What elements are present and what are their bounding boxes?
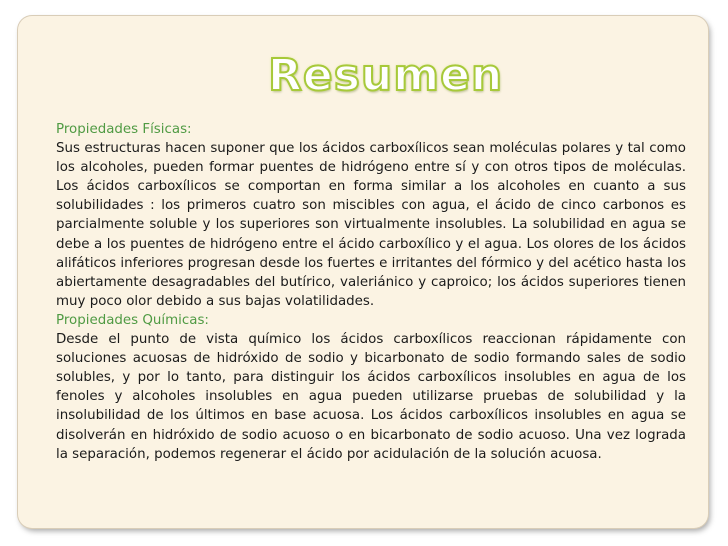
section-heading-chemical: Propiedades Químicas: (56, 312, 209, 328)
section-heading-physical: Propiedades Físicas: (56, 122, 192, 137)
section-body-physical: Sus estructuras hacen suponer que los ácidos carboxílicos sean moléculas polares y tal como los alcoholes, pueden formar puentes de hidrógeno entre sí y con otros tipos de moléculas. Los ácidos carboxílicos se comportan en forma similar a los alcoholes en cuanto a sus solubilidades : los primeros cuatro son miscibles con agua, el ácido de cinco carbonos es parcialmente soluble y los superiores son virtualmente insolubles. La solubilidad en agua se debe a los puentes de hidrógeno entre el ácido carboxílico y el agua. Los olores de los ácidos alifáticos inferiores progresan desde los fuertes e irritantes del fórmico y del acético hasta los abiertamente desagradables del butírico, valeriánico y caproico; los ácidos superiores tienen muy poco olor debido a sus bajas volatilidades. (56, 141, 686, 309)
slide-content (56, 120, 686, 464)
section-body-chemical: Desde el punto de vista químico los ácidos carboxílicos reaccionan rápidamente con soluciones acuosas de hidróxido de sodio y bicarbonato de sodio formando sales de sodio solubles, y por lo tanto, para distinguir los ácidos carboxílicos insolubles en agua de los fenoles y alcoholes insolubles en agua pueden utilizarse pruebas de solubilidad y la insolubilidad de los últimos en base acuosa. Los ácidos carboxílicos insolubles en agua se disolverán en hidróxido de sodio acuoso o en bicarbonato de sodio acuoso. Una vez lograda la separación, podemos regenerar el ácido por acidulación de la solución acuosa. (56, 332, 686, 462)
slide-title: Resumen (268, 50, 504, 101)
